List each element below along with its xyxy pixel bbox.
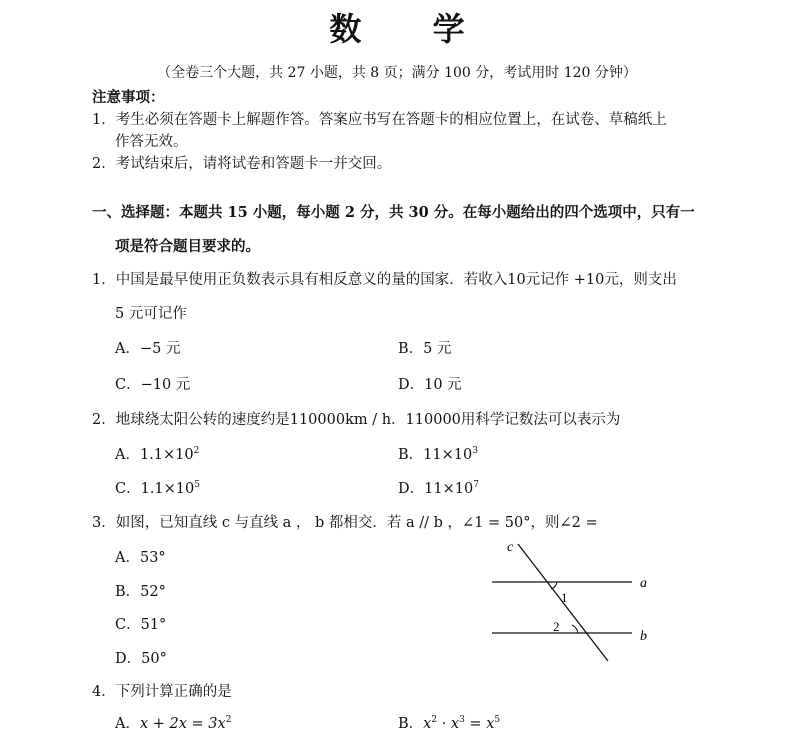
question-1-option-a[interactable]: A．−5 元 — [115, 341, 181, 357]
note-item-2: 2．考试结束后，请将试卷和答题卡一并交回。 — [92, 156, 392, 172]
notes-heading: 注意事项： — [92, 89, 165, 106]
label-c: c — [507, 540, 514, 555]
question-1-option-d[interactable]: D．10 元 — [398, 377, 462, 393]
question-3-stem: 3．如图，已知直线 c 与直线 a ， b 都相交．若 a // b ，∠1 = 50°，则∠2 = — [92, 515, 598, 531]
question-2-stem: 2．地球绕太阳公转的速度约是110000km / h．110000用科学记数法可以表示为 — [92, 412, 621, 428]
label-a: a — [640, 576, 647, 591]
page-title: 数 学 — [329, 10, 495, 48]
question-3-option-a[interactable]: A．53° — [115, 550, 166, 566]
question-3-option-b[interactable]: B．52° — [115, 584, 166, 600]
exam-info-subtitle: （全卷三个大题，共 27 小题，共 8 页；满分 100 分，考试用时 120 分钟） — [157, 65, 637, 81]
question-1-stem-line-2: 5 元可记作 — [115, 306, 187, 322]
angle-2-arc — [572, 625, 578, 633]
note-item-1-line-1: 1．考生必须在答题卡上解题作答。答案应书写在答题卡的相应位置上，在试卷、草稿纸上 — [92, 112, 667, 128]
parallel-lines-figure — [480, 533, 670, 668]
question-1-option-b[interactable]: B．5 元 — [398, 341, 452, 357]
label-angle-1: 1 — [561, 590, 568, 605]
question-1-option-c[interactable]: C．−10 元 — [115, 377, 191, 393]
question-2-option-c[interactable]: C．$1.1\times 10^5$ — [115, 480, 200, 497]
label-b: b — [640, 629, 647, 644]
question-4-stem: 4．下列计算正确的是 — [92, 684, 232, 700]
question-4-option-a[interactable]: A．$x + 2x = 3x^2$ — [115, 715, 232, 732]
section-1-heading-line-1: 一、选择题：本题共 15 小题，每小题 2 分，共 30 分。在每小题给出的四个选项中，只有一 — [92, 204, 695, 221]
section-1-heading-line-2: 项是符合题目要求的。 — [115, 238, 260, 255]
question-2-option-a[interactable]: A．$1.1\times 10^2$ — [115, 446, 200, 463]
note-item-1-line-2: 作答无效。 — [115, 134, 188, 150]
question-3-option-d[interactable]: D．50° — [115, 651, 167, 667]
question-3-option-c[interactable]: C．51° — [115, 617, 167, 633]
question-2-option-d[interactable]: D．$11\times 10^7$ — [398, 480, 479, 497]
question-4-option-b[interactable]: B．$x^2 \cdot x^3 = x^5$ — [398, 715, 501, 732]
label-angle-2: 2 — [553, 619, 560, 634]
question-1-stem-line-1: 1．中国是最早使用正负数表示具有相反意义的量的国家．若收入10元记作 +10元，则支出 — [92, 272, 677, 288]
question-2-option-b[interactable]: B．$11\times 10^3$ — [398, 446, 478, 463]
